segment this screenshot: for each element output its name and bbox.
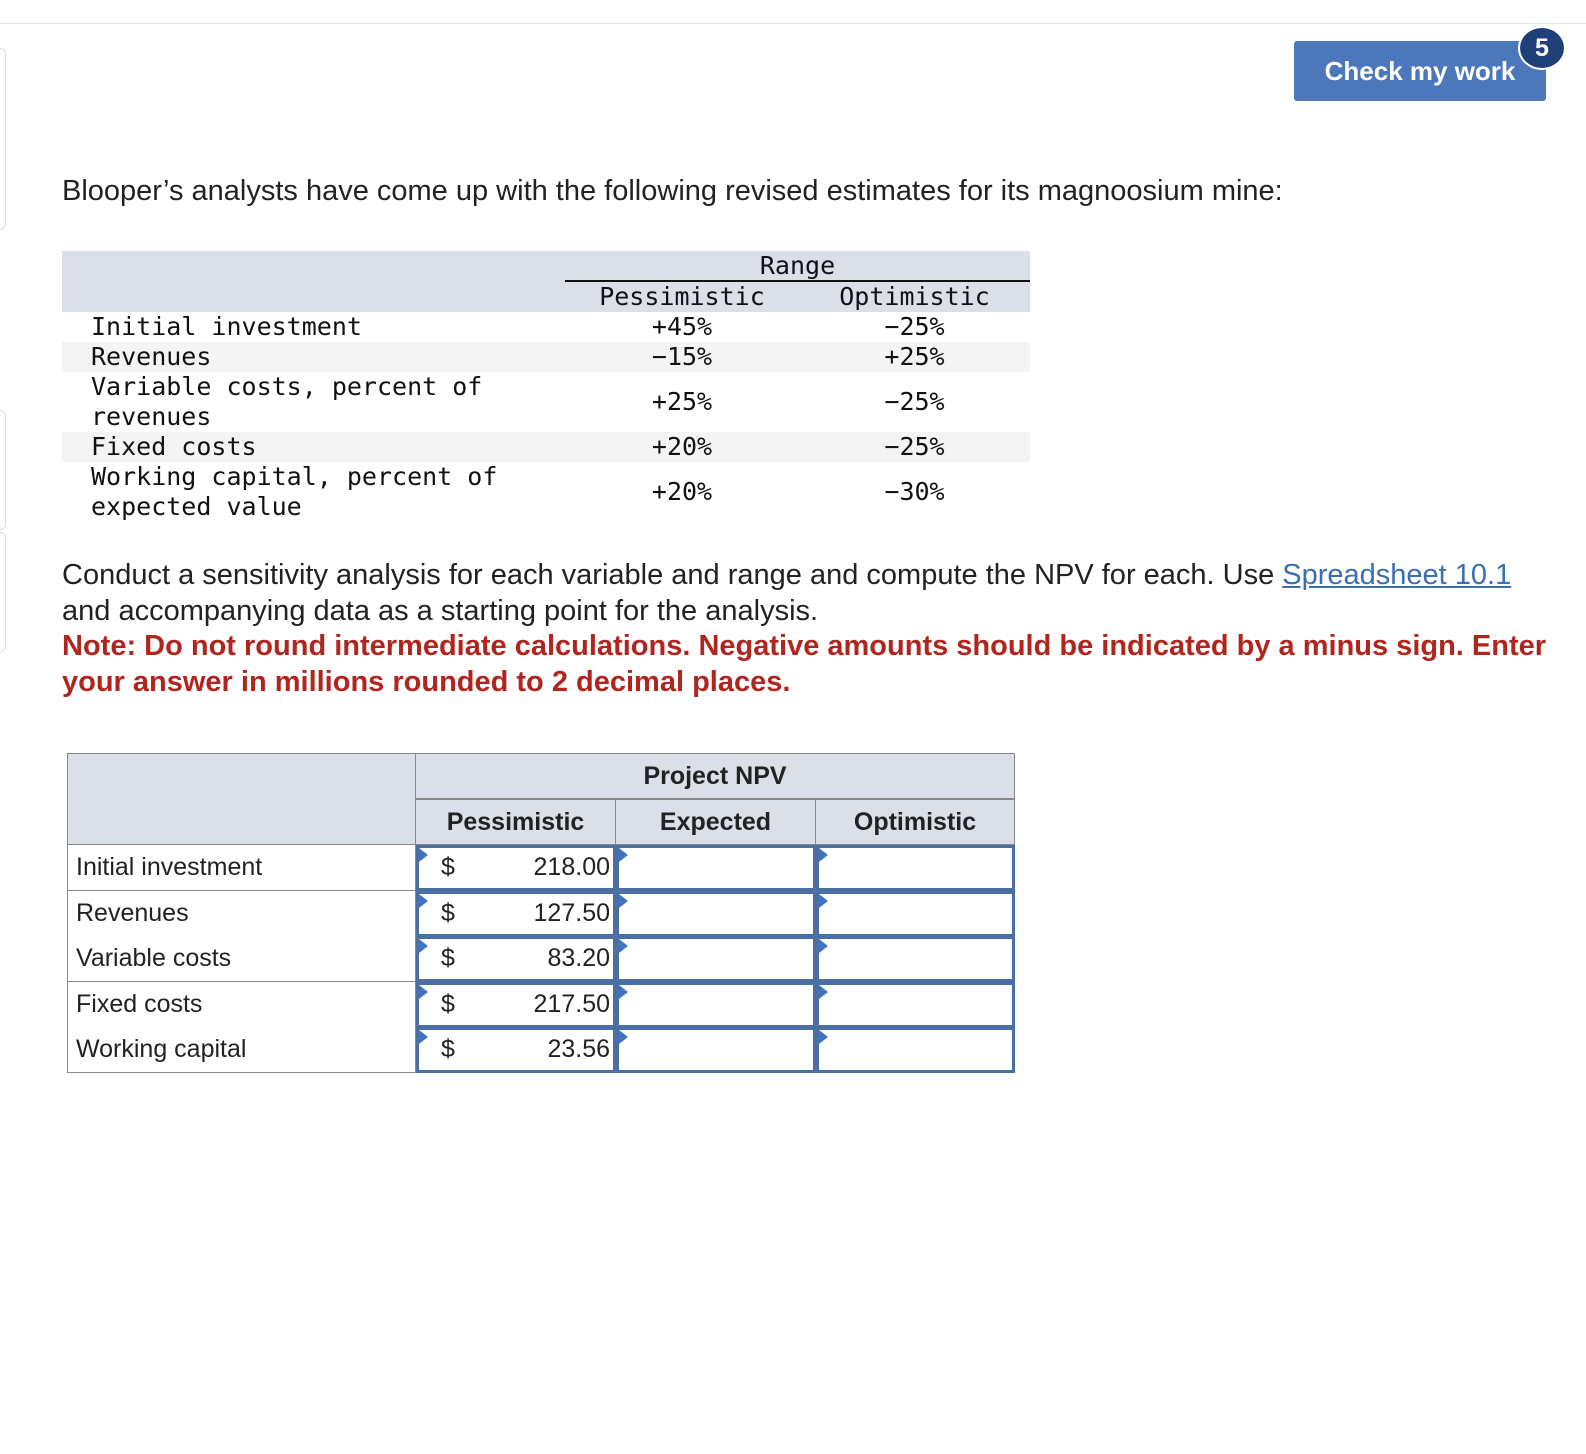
- estimate-pessimistic: +45%: [651, 312, 713, 341]
- answer-marker-icon: [819, 985, 828, 999]
- estimate-optimistic: −25%: [884, 312, 945, 341]
- instructions-part: and accompanying data as a starting point for the analysis.: [62, 595, 819, 627]
- answer-marker-icon: [619, 894, 628, 908]
- spreadsheet-link[interactable]: Spreadsheet 10.1: [1282, 559, 1512, 591]
- attempts-badge: 5: [1518, 26, 1566, 70]
- estimate-pessimistic: +20%: [651, 432, 713, 461]
- npv-col-pessimistic: Pessimistic: [416, 799, 616, 845]
- answer-marker-icon: [819, 894, 828, 908]
- npv-expected-input[interactable]: [616, 936, 816, 982]
- side-panel-edge: [0, 532, 6, 652]
- estimate-pessimistic: +20%: [651, 477, 713, 506]
- currency-symbol: $: [441, 898, 455, 927]
- answer-marker-icon: [619, 1030, 628, 1044]
- instructions-note: Note: Do not round intermediate calculations. Negative amounts should be indicated by a minus sign. Enter your answer in millions rounded to 2 decimal places.: [62, 630, 1547, 698]
- npv-pessimistic-input[interactable]: [416, 936, 616, 982]
- estimates-body: [62, 312, 1030, 522]
- answer-marker-icon: [819, 939, 828, 953]
- npv-pessimistic-input[interactable]: [416, 891, 616, 937]
- estimate-row: [62, 432, 1030, 462]
- answer-marker-icon: [419, 939, 428, 953]
- estimates-header: [62, 251, 1030, 312]
- side-panel-edge: [0, 48, 6, 230]
- currency-symbol: $: [441, 1035, 455, 1063]
- npv-pessimistic-input[interactable]: [416, 1027, 616, 1073]
- answer-marker-icon: [419, 848, 428, 862]
- npv-pessimistic-input[interactable]: [416, 982, 616, 1028]
- answer-marker-icon: [419, 1030, 428, 1044]
- npv-pessimistic-value: 217.50: [533, 989, 610, 1018]
- problem-intro: Blooper’s analysts have come up with the following revised estimates for its magnoosium mine:: [62, 175, 1283, 207]
- estimate-label: Working capital, percent of expected value: [91, 462, 498, 521]
- npv-pessimistic-value: 127.50: [533, 898, 610, 927]
- npv-optimistic-input[interactable]: [816, 1027, 1015, 1073]
- npv-expected-input[interactable]: [616, 891, 816, 937]
- answer-marker-icon: [819, 848, 828, 862]
- npv-row-label: Initial investment: [67, 845, 416, 891]
- check-my-work-button[interactable]: Check my work: [1294, 41, 1546, 101]
- estimate-row: [62, 462, 1030, 522]
- currency-symbol: $: [441, 989, 455, 1018]
- estimate-label: Variable costs, percent of revenues: [91, 372, 483, 431]
- estimate-optimistic: −25%: [884, 387, 945, 416]
- optimistic-col-label: Optimistic: [839, 282, 990, 311]
- estimate-row: [62, 312, 1030, 342]
- estimate-optimistic: −25%: [884, 432, 945, 461]
- npv-expected-input[interactable]: [616, 982, 816, 1028]
- estimate-label: Fixed costs: [91, 432, 257, 461]
- currency-symbol: $: [441, 944, 455, 972]
- currency-symbol: $: [441, 853, 455, 881]
- npv-pessimistic-value: 83.20: [547, 944, 610, 972]
- answer-marker-icon: [819, 1030, 828, 1044]
- estimate-label: Revenues: [91, 342, 212, 371]
- instructions-text: [62, 557, 1552, 629]
- estimate-optimistic: +25%: [884, 342, 945, 371]
- top-divider: [0, 23, 1586, 24]
- npv-col-optimistic: Optimistic: [816, 799, 1015, 845]
- npv-row-label: Revenues: [67, 891, 416, 937]
- answer-marker-icon: [419, 894, 428, 908]
- answer-marker-icon: [619, 848, 628, 862]
- npv-header-blank: [67, 753, 416, 845]
- estimate-pessimistic: −15%: [651, 342, 713, 371]
- npv-col-expected: Expected: [616, 799, 816, 845]
- estimate-row: [62, 372, 1030, 432]
- project-npv-header: Project NPV: [416, 753, 1015, 799]
- answer-marker-icon: [619, 985, 628, 999]
- range-label: Range: [759, 251, 836, 280]
- npv-pessimistic-input[interactable]: [416, 845, 616, 891]
- estimate-label: Initial investment: [91, 312, 362, 341]
- npv-optimistic-input[interactable]: [816, 891, 1015, 937]
- instructions-part: Conduct a sensitivity analysis for each variable and range and compute the NPV for each. Use: [62, 559, 1283, 591]
- npv-row-label: Working capital: [67, 1027, 416, 1073]
- estimates-table: [62, 251, 1030, 522]
- npv-expected-input[interactable]: [616, 845, 816, 891]
- npv-optimistic-input[interactable]: [816, 936, 1015, 982]
- answer-marker-icon: [619, 939, 628, 953]
- npv-pessimistic-value: 23.56: [547, 1035, 610, 1063]
- npv-pessimistic-value: 218.00: [533, 853, 610, 881]
- npv-optimistic-input[interactable]: [816, 845, 1015, 891]
- answer-marker-icon: [419, 985, 428, 999]
- side-panel-edge: [0, 410, 6, 530]
- estimate-pessimistic: +25%: [651, 387, 713, 416]
- pessimistic-col-label: Pessimistic: [599, 282, 765, 311]
- estimate-optimistic: −30%: [884, 477, 945, 506]
- npv-row-label: Fixed costs: [67, 982, 416, 1028]
- estimate-row: [62, 342, 1030, 372]
- npv-optimistic-input[interactable]: [816, 982, 1015, 1028]
- npv-expected-input[interactable]: [616, 1027, 816, 1073]
- npv-row-label: Variable costs: [67, 936, 416, 982]
